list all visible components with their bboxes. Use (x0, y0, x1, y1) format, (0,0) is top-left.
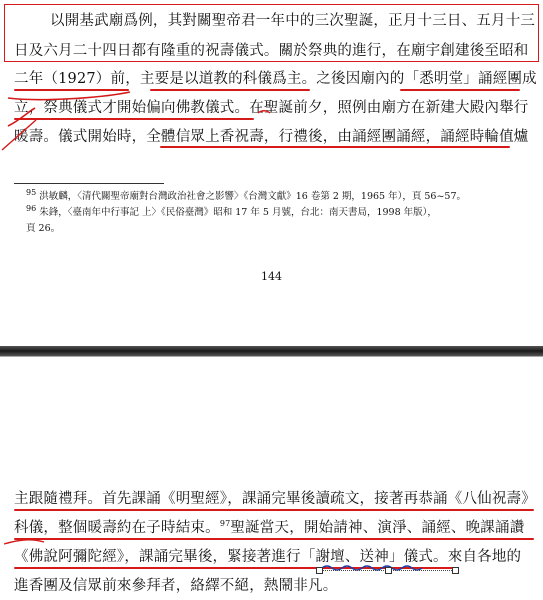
selection-handle-left[interactable] (316, 567, 323, 574)
red-annotation-box (4, 4, 539, 62)
paragraph-line-4: 進香團及信眾前來參拜者，絡繹不絕，熱鬧非凡。 (14, 578, 338, 594)
line-text: 聖誕當天，開始請神、演淨、誦經、晚課誦讚 (230, 520, 525, 536)
selection-handle-right[interactable] (452, 567, 459, 574)
paragraph-line-3: 二年（1927）前，主要是以道教的科儀爲主。之後因廟內的「悉明堂」誦經團成 (14, 71, 537, 87)
footnote-number: 96 (26, 203, 37, 213)
footnote-96 (26, 203, 536, 220)
paragraph-line-5: 暖壽。儀式開始時，全體信眾上香祝壽，行禮後，由誦經團誦經，誦經時輪值爐 (14, 129, 529, 145)
footnote-96-continued (26, 222, 536, 236)
footnote-separator (14, 183, 164, 184)
blue-annotation-strokes (0, 556, 543, 576)
page-number: 144 (261, 270, 282, 283)
page-divider (0, 343, 543, 360)
paragraph-line-1: 主跟隨禮拜。首先課誦《明聖經》，課誦完畢後讀疏文，接著再恭誦《八仙祝壽》 (14, 491, 536, 507)
paragraph-line-3: 《佛說阿彌陀經》，課誦完畢後，緊接著進行「謝壇、送神」儀式。來自各地的 (14, 549, 522, 565)
red-annotation-strokes (0, 60, 543, 160)
line-text: 科儀，整個暖壽約在子時結束。 (14, 520, 220, 536)
footnote-ref-97: 97 (219, 519, 231, 529)
paragraph-line-2: 日及六月二十四日都有隆重的祝壽儀式。關於祭典的進行，在廟宇創建後至昭和 (14, 43, 529, 59)
footnote-text: 頁 26。 (26, 223, 61, 234)
document-page-bottom (0, 360, 543, 600)
footnote-95 (26, 187, 536, 204)
paragraph-line-1: 以開基武廟爲例，其對關聖帝君一年中的三次聖誕，正月十三日、五月十三 (50, 13, 536, 29)
footnote-number: 95 (26, 187, 37, 197)
selection-handle-middle[interactable] (385, 567, 392, 574)
red-underline (14, 509, 534, 511)
footnote-text: 洪敏麟，〈清代關聖帝廟對台灣政治社會之影響〉《台灣文獻》16 卷第 2 期，1965 年），頁 56~57。 (39, 191, 467, 202)
footnote-text: 朱鋒，〈臺南年中行事記 上〉《民俗臺灣》昭和 17 年 5 月號，台北：南天書局，1998 年版）， (39, 207, 437, 218)
paragraph-line-4: 立，祭典儀式才開始偏向佛教儀式。在聖誕前夕，照例由廟方在新建大殿內舉行 (14, 100, 529, 116)
